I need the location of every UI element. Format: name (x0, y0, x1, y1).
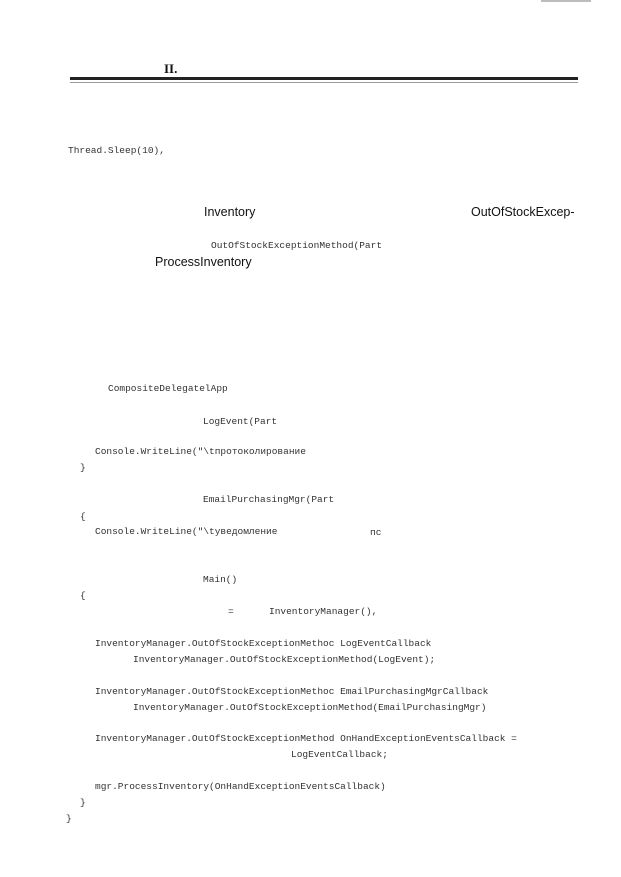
code-email-signature: EmailPurchasingMgr(Part (203, 494, 335, 505)
code-email-callback-declaration: InventoryManager.OutOfStockExceptionMethoc EmailPurchasingMgrCallback (95, 686, 489, 697)
code-log-close-brace: } (80, 462, 86, 473)
code-email-open-brace: { (80, 511, 86, 522)
corner-scan-mark (541, 0, 591, 2)
code-mgr-new: InventoryManager(), (269, 606, 378, 617)
code-log-event-signature: LogEvent(Part (203, 416, 278, 427)
term-inventory: Inventory (204, 205, 256, 219)
code-email-callback-init: InventoryManager.OutOfStockExceptionMethod(EmailPurchasingMgr) (133, 702, 487, 713)
code-process-call: mgr.ProcessInventory(OnHandExceptionEventsCallback) (95, 781, 386, 792)
code-main-signature: Main() (203, 574, 238, 585)
code-composite-class: CompositeDelegatelApp (108, 383, 228, 394)
code-mgr-equals: = (228, 606, 234, 617)
code-onhand-declaration: InventoryManager.OutOfStockExceptionMethod OnHandExceptionEventsCallback = (95, 733, 517, 744)
code-out-of-stock-method: OutOfStockExceptionMethod(Part (211, 240, 383, 251)
term-out-of-stock-excep: OutOfStockExcep- (471, 205, 575, 219)
code-main-open-brace: { (80, 590, 86, 601)
code-class-close-brace: } (66, 813, 72, 824)
section-heading: II. (164, 61, 178, 76)
code-log-callback-init: InventoryManager.OutOfStockExceptionMethod(LogEvent); (133, 654, 436, 665)
term-process-inventory: ProcessInventory (155, 255, 252, 269)
code-log-writeline: Console.WriteLine("\tпротоколирование (95, 446, 306, 457)
code-email-writeline: Console.WriteLine("\tуведомление (95, 526, 278, 537)
code-log-callback-declaration: InventoryManager.OutOfStockExceptionMethoc LogEventCallback (95, 638, 432, 649)
header-rule-thin (70, 82, 578, 83)
code-main-close-brace: } (80, 797, 86, 808)
code-email-writeline-tail: пс (370, 527, 382, 538)
header-rule-thick (70, 77, 578, 80)
code-onhand-init: LogEventCallback; (291, 749, 388, 760)
code-thread-sleep: Thread.Sleep(10), (68, 145, 165, 156)
